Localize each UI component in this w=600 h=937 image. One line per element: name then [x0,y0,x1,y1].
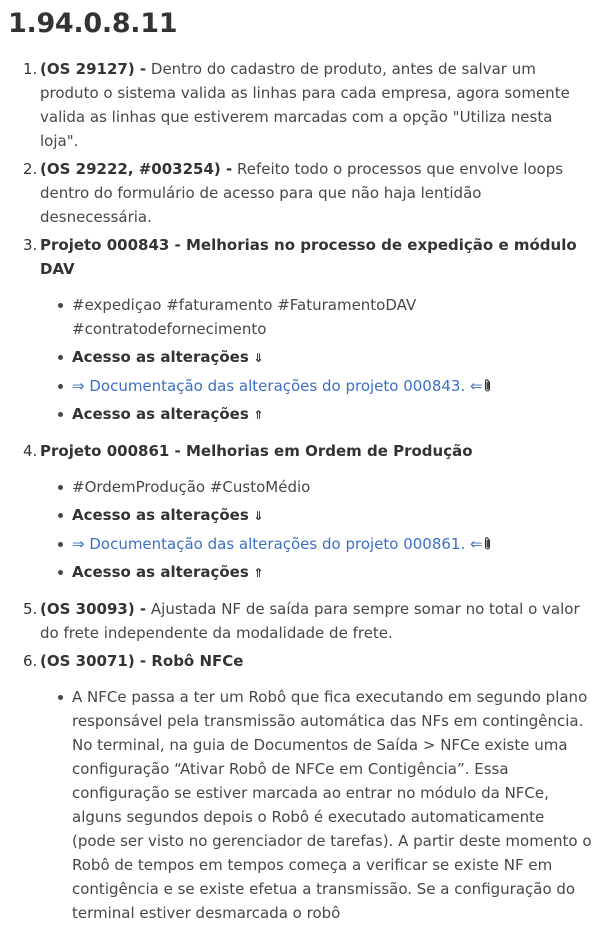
item-title: Projeto 000843 - Melhorias no processo de expedição e módulo DAV [40,236,577,278]
paperclip-icon [483,377,492,395]
arrow-up-icon: ⇑ [253,566,264,580]
doc-link-line [72,374,592,398]
version-heading: 1.94.0.8.11 [8,8,178,39]
robo-description [72,685,592,925]
item-text: Refeito todo o processos que envolve loops dentro do formulário de acesso para que não haja lentidão desnecessária. [40,160,564,226]
link-text: Documentação das alterações do projeto 000843. [89,377,466,395]
arrow-down-icon: ⇓ [253,509,264,523]
documentation-link-000843[interactable] [72,377,492,395]
paperclip-icon [483,535,492,553]
project-sublist [40,475,592,585]
link-prefix-arrow: ⇒ [72,377,90,395]
item-number: 1. [23,60,38,78]
project-sublist [40,293,592,427]
link-suffix-arrow: ⇐ [465,535,483,553]
item-title: (OS 29222, #003254) - [40,160,233,178]
access-label: Acesso as alterações [72,506,249,524]
item-text: Dentro do cadastro de produto, antes de salvar um produto o sistema valida as linhas para cada empresa, agora somente valida as linhas que estiverem marcadas com a opção "Utiliza nesta loja". [40,60,570,150]
item-title: (OS 29127) - [40,60,147,78]
hashtags: #expediçao #faturamento #FaturamentoDAV #contratodefornecimento [72,296,417,338]
list-item [23,649,592,925]
access-label: Acesso as alterações [72,563,249,581]
list-item [23,597,592,645]
link-text: Documentação das alterações do projeto 000861. [89,535,466,553]
access-close-line [72,402,592,427]
list-item [23,57,592,153]
robo-paragraph: A NFCe passa a ter um Robô que fica executando em segundo plano responsável pela transmissão automática das NFs em contingência. No terminal, na guia de Documentos de Saída > NFCe existe uma configuração “Ativar Robô de NFCe em Contigência”. Essa configuração se estiver marcada ao entrar no módulo da NFCe, alguns segundos depois o Robô é executado automaticamente (pode ser visto no gerenciador de tarefas). A partir deste momento o Robô de tempos em tempos começa a verificar se existe NF em contigência e se existe efetua a transmissão. Se a configuração do terminal estiver desmarcada o robô [72,688,592,922]
tags-line [72,475,592,499]
access-label: Acesso as alterações [72,348,249,366]
arrow-up-icon: ⇑ [253,408,264,422]
item-number: 6. [23,652,38,670]
access-open-line [72,345,592,370]
list-item [23,233,592,427]
tags-line [72,293,592,341]
robo-nfce-sublist [40,685,592,925]
access-label: Acesso as alterações [72,405,249,423]
item-number: 5. [23,600,38,618]
access-close-line [72,560,592,585]
changes-list [0,57,592,937]
item-number: 4. [23,442,38,460]
arrow-down-icon: ⇓ [253,351,264,365]
item-title: (OS 30093) - [40,600,147,618]
documentation-link-000861[interactable] [72,535,492,553]
item-number: 2. [23,160,38,178]
link-suffix-arrow: ⇐ [465,377,483,395]
item-number: 3. [23,236,38,254]
item-text: Ajustada NF de saída para sempre somar no total o valor do frete independente da modalidade de frete. [40,600,580,642]
item-title: (OS 30071) - Robô NFCe [40,652,244,670]
doc-link-line [72,532,592,556]
hashtags: #OrdemProdução #CustoMédio [72,478,311,496]
access-open-line [72,503,592,528]
list-item [23,157,592,229]
link-prefix-arrow: ⇒ [72,535,90,553]
list-item [23,439,592,585]
item-title: Projeto 000861 - Melhorias em Ordem de Produção [40,442,473,460]
